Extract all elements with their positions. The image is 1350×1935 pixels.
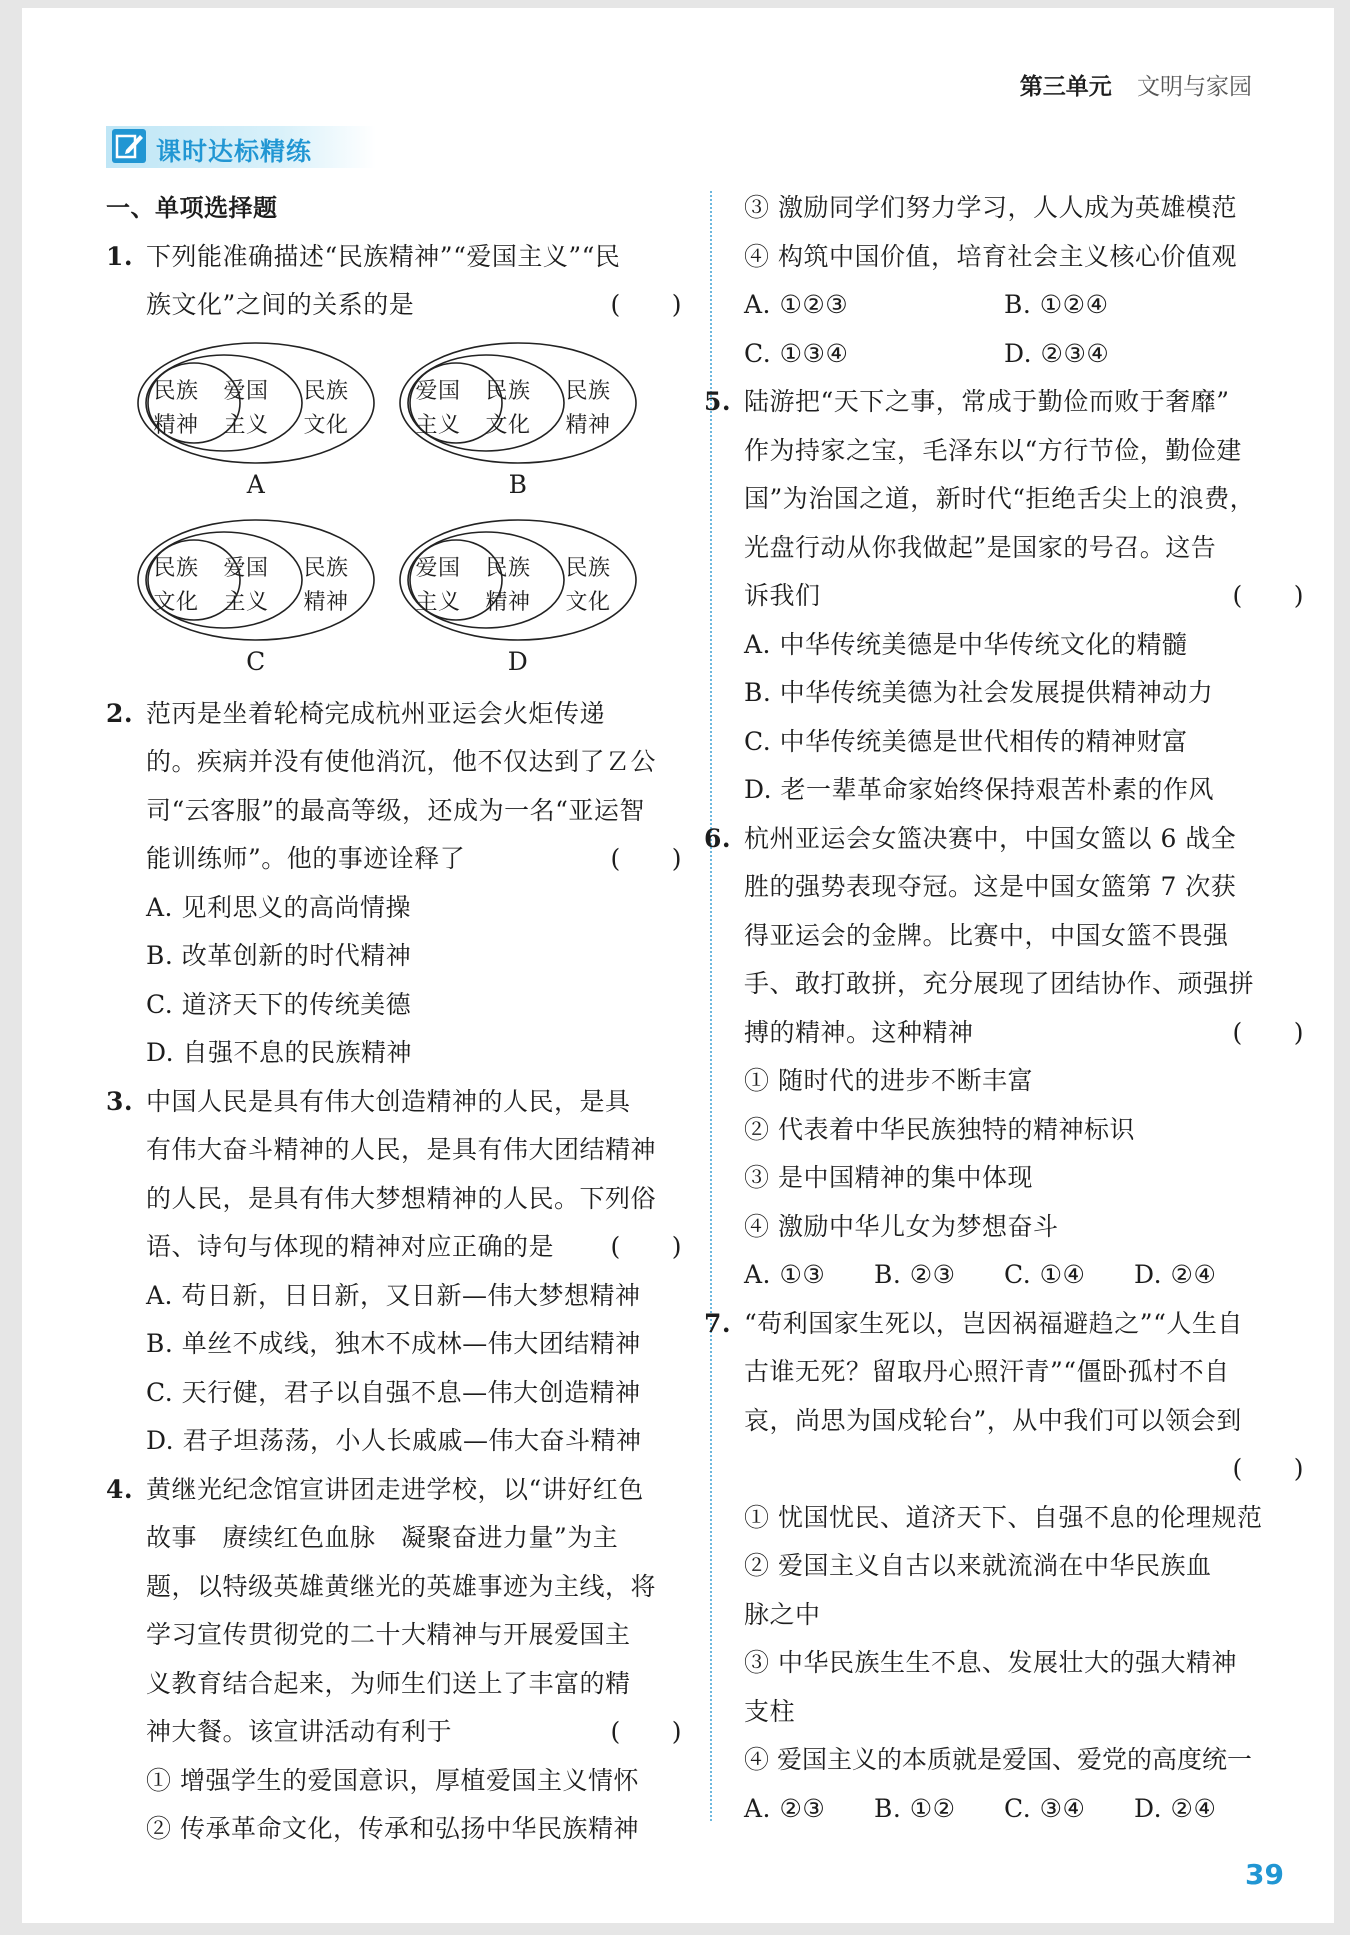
statement-2-cont: 脉之中 [744, 1599, 821, 1629]
question-number: 3. [106, 1086, 134, 1116]
option-b[interactable]: B. 中华传统美德为社会发展提供精神动力 [744, 678, 1214, 707]
question-3 [106, 1078, 682, 1272]
question-stem-line: 黄继光纪念馆宣讲团走进学校，以“讲好红色 [146, 1474, 644, 1504]
middle-label: 民族 [485, 378, 531, 404]
venn-svg [136, 338, 376, 468]
choices-row [744, 1785, 1304, 1834]
left-column [106, 184, 682, 1854]
question-stem-line: 学习宣传贯彻党的二十大精神与开展爱国主 [146, 1620, 631, 1649]
outer-label: 民族 [565, 378, 611, 404]
answer-blank[interactable]: ( ) [610, 1232, 682, 1261]
venn-diagram-d[interactable] [398, 515, 638, 677]
option-c[interactable]: C. 天行健，君子以自强不息—伟大创造精神 [146, 1377, 641, 1407]
option-c[interactable]: C. 中华传统美德是世代相传的精神财富 [744, 726, 1188, 756]
innermost-label: 民族 [153, 378, 199, 404]
middle-label: 民族 [485, 555, 531, 581]
workbook-page [22, 8, 1334, 1923]
statement-4: ④ 爱国主义的本质就是爱国、爱党的高度统一 [744, 1745, 1252, 1774]
middle-label: 主义 [223, 589, 269, 615]
option-c[interactable]: C. ①④ [1004, 1260, 1086, 1289]
question-stem-line: 司“云客服”的最高等级，还成为一名“亚运智 [146, 795, 645, 825]
question-number: 2. [106, 698, 134, 728]
question-number: 1. [106, 241, 134, 271]
option-c[interactable]: C. ③④ [1004, 1793, 1086, 1823]
option-a[interactable]: A. 中华传统美德是中华传统文化的精髓 [744, 629, 1188, 659]
option-d[interactable]: D. 老一辈革命家始终保持艰苦朴素的作风 [744, 775, 1215, 804]
answer-blank-line [744, 1445, 1304, 1494]
question-stem-text: 诉我们 [744, 581, 821, 610]
middle-label: 精神 [485, 589, 531, 615]
question-stem-line: 的人民，是具有伟大梦想精神的人民。下列俗 [146, 1183, 657, 1213]
question-stem-line: 有伟大奋斗精神的人民，是具有伟大团结精神 [146, 1135, 657, 1164]
venn-svg [136, 515, 376, 645]
question-stem-line: 的。疾病并没有使他消沉，他不仅达到了Ｚ公 [146, 747, 657, 776]
option-a[interactable]: A. 苟日新，日日新，又日新—伟大梦想精神 [146, 1280, 641, 1310]
question-stem-line: 手、敢打敢拼，充分展现了团结协作、顽强拼 [744, 969, 1255, 998]
option-a[interactable]: A. 见利思义的高尚情操 [146, 892, 411, 922]
question-2 [106, 690, 682, 884]
option-b[interactable]: B. 单丝不成线，独木不成林—伟大团结精神 [146, 1329, 641, 1358]
question-stem-text: 搏的精神。这种精神 [744, 1017, 974, 1047]
question-stem-text: 语、诗句与体现的精神对应正确的是 [146, 1232, 555, 1261]
question-number: 7. [704, 1308, 732, 1338]
question-stem-line: 胜的强势表现夺冠。这是中国女篮第 7 次获 [744, 872, 1237, 901]
option-d[interactable]: D. 自强不息的民族精神 [146, 1038, 413, 1067]
answer-blank[interactable]: ( ) [1232, 581, 1304, 610]
innermost-label: 主义 [415, 589, 461, 615]
section-banner-label: 课时达标精练 [156, 137, 313, 166]
statement-1: ① 随时代的进步不断丰富 [744, 1066, 1033, 1095]
statement-1: ① 增强学生的爱国意识，厚植爱国主义情怀 [146, 1765, 639, 1795]
statement-3-cont: 支柱 [744, 1696, 796, 1726]
question-1 [106, 233, 682, 330]
question-stem-line: “苟利国家生死以，岂因祸福避趋之”“人生自 [744, 1308, 1243, 1338]
option-a[interactable]: A. ①②③ [744, 290, 849, 319]
middle-label: 主义 [223, 412, 269, 438]
question-stem-line: 陆游把“天下之事，常成于勤俭而败于奢靡” [744, 387, 1230, 416]
question-stem-line: 范丙是坐着轮椅完成杭州亚运会火炬传递 [146, 698, 606, 728]
innermost-label: 精神 [153, 412, 199, 438]
question-stem-last-line [146, 1708, 682, 1757]
diagram-caption: D [507, 646, 529, 676]
section-heading: 一、单项选择题 [106, 194, 278, 222]
question-4 [106, 1466, 682, 1757]
option-d[interactable]: D. 君子坦荡荡，小人长戚戚—伟大奋斗精神 [146, 1426, 642, 1455]
pencil-edit-icon [112, 129, 146, 163]
option-a[interactable]: A. ②③ [744, 1793, 826, 1823]
outer-label: 民族 [565, 555, 611, 581]
question-stem-line: 杭州亚运会女篮决赛中，中国女篮以 6 战全 [744, 823, 1237, 853]
option-d[interactable]: D. ②④ [1134, 1793, 1217, 1823]
question-stem-line: 作为持家之宝，毛泽东以“方行节俭，勤俭建 [744, 435, 1242, 465]
choices-row-1 [744, 281, 1304, 330]
option-c[interactable]: C. ①③④ [744, 338, 849, 368]
answer-blank[interactable]: ( ) [1232, 1017, 1304, 1047]
answer-blank[interactable]: ( ) [610, 290, 682, 319]
question-stem-last-line [744, 572, 1304, 621]
outer-label: 民族 [303, 555, 349, 581]
innermost-label: 爱国 [415, 378, 461, 404]
question-stem-text: 神大餐。该宣讲活动有利于 [146, 1717, 453, 1746]
innermost-label: 文化 [153, 589, 199, 615]
option-d[interactable]: D. ②④ [1134, 1260, 1217, 1289]
middle-label: 爱国 [223, 378, 269, 404]
outer-label: 精神 [303, 589, 349, 615]
option-c[interactable]: C. 道济天下的传统美德 [146, 989, 412, 1019]
question-stem-line: 哀，尚思为国戍轮台”，从中我们可以领会到 [744, 1405, 1242, 1435]
question-7 [704, 1300, 1304, 1494]
question-stem-line: 光盘行动从你我做起”是国家的号召。这告 [744, 532, 1217, 562]
question-stem-line: 题，以特级英雄黄继光的英雄事迹为主线，将 [146, 1571, 657, 1601]
venn-svg [398, 338, 638, 468]
statement-4: ④ 构筑中国价值，培育社会主义核心价值观 [744, 241, 1237, 271]
option-b[interactable]: B. ①② [874, 1793, 956, 1823]
page-header [1020, 68, 1252, 101]
statement-2: ② 传承革命文化，传承和弘扬中华民族精神 [146, 1814, 639, 1843]
venn-diagram-a[interactable] [136, 338, 376, 500]
question-stem-last-line [146, 835, 682, 884]
venn-diagram-c[interactable] [136, 515, 376, 677]
statement-3: ③ 中华民族生生不息、发展壮大的强大精神 [744, 1648, 1237, 1677]
question-number: 6. [704, 823, 732, 853]
statement-4: ④ 激励中华儿女为梦想奋斗 [744, 1211, 1059, 1241]
diagram-caption: B [508, 469, 528, 499]
question-6 [704, 815, 1304, 1058]
option-b[interactable]: B. ①②④ [1004, 290, 1109, 319]
unit-title: 文明与家园 [1137, 74, 1252, 100]
option-a[interactable]: A. ①③ [744, 1260, 826, 1289]
innermost-label: 民族 [153, 555, 199, 581]
venn-svg [398, 515, 638, 645]
statement-2: ② 爱国主义自古以来就流淌在中华民族血 [744, 1551, 1212, 1580]
page-number: 39 [1245, 1858, 1284, 1891]
question-stem-line: 得亚运会的金牌。比赛中，中国女篮不畏强 [744, 920, 1229, 950]
venn-diagram-b[interactable] [398, 338, 638, 500]
section-banner [106, 126, 376, 168]
question-stem-line: 中国人民是具有伟大创造精神的人民，是具 [146, 1086, 631, 1116]
diagram-caption: C [246, 646, 266, 676]
option-d[interactable]: D. ②③④ [1004, 338, 1110, 368]
question-number: 4. [106, 1474, 134, 1504]
question-stem-line: 国”为治国之道，新时代“拒绝舌尖上的浪费， [744, 484, 1256, 513]
innermost-label: 主义 [415, 412, 461, 438]
question-5 [704, 378, 1304, 621]
question-stem-last-line [146, 1223, 682, 1272]
question-stem-line: 故事 赓续红色血脉 凝聚奋进力量”为主 [146, 1523, 619, 1552]
answer-blank[interactable]: ( ) [1232, 1454, 1304, 1483]
question-stem-line: 古谁无死？留取丹心照汗青”“僵卧孤村不自 [744, 1357, 1230, 1386]
question-number: 5. [704, 387, 732, 416]
middle-label: 文化 [485, 412, 531, 438]
right-column [704, 184, 1304, 1833]
answer-blank[interactable]: ( ) [610, 1717, 682, 1746]
statement-2: ② 代表着中华民族独特的精神标识 [744, 1114, 1135, 1144]
statement-3: ③ 激励同学们努力学习，人人成为英雄模范 [744, 193, 1237, 222]
outer-label: 文化 [303, 412, 349, 438]
venn-diagram-options [136, 330, 682, 690]
outer-label: 精神 [565, 412, 611, 438]
question-stem-text: 族文化”之间的关系的是 [146, 290, 415, 319]
choices-row [744, 1251, 1304, 1300]
innermost-label: 爱国 [415, 555, 461, 581]
question-stem-last-line [744, 1009, 1304, 1058]
question-stem-text: 能训练师”。他的事迹诠释了 [146, 844, 466, 873]
question-stem: 下列能准确描述“民族精神”“爱国主义”“民 [146, 241, 621, 271]
statement-3: ③ 是中国精神的集中体现 [744, 1163, 1033, 1192]
outer-label: 民族 [303, 378, 349, 404]
option-b[interactable]: B. ②③ [874, 1260, 956, 1289]
diagram-caption: A [246, 469, 266, 499]
choices-row-2 [744, 330, 1304, 379]
outer-label: 文化 [565, 589, 611, 615]
statement-1: ① 忧国忧民、道济天下、自强不息的伦理规范 [744, 1502, 1263, 1532]
answer-blank[interactable]: ( ) [610, 844, 682, 873]
question-stem-line: 义教育结合起来，为师生们送上了丰富的精 [146, 1668, 631, 1698]
middle-label: 爱国 [223, 555, 269, 581]
question-stem-last-line [146, 281, 682, 330]
unit-label: 第三单元 [1019, 74, 1112, 100]
option-b[interactable]: B. 改革创新的时代精神 [146, 941, 412, 970]
